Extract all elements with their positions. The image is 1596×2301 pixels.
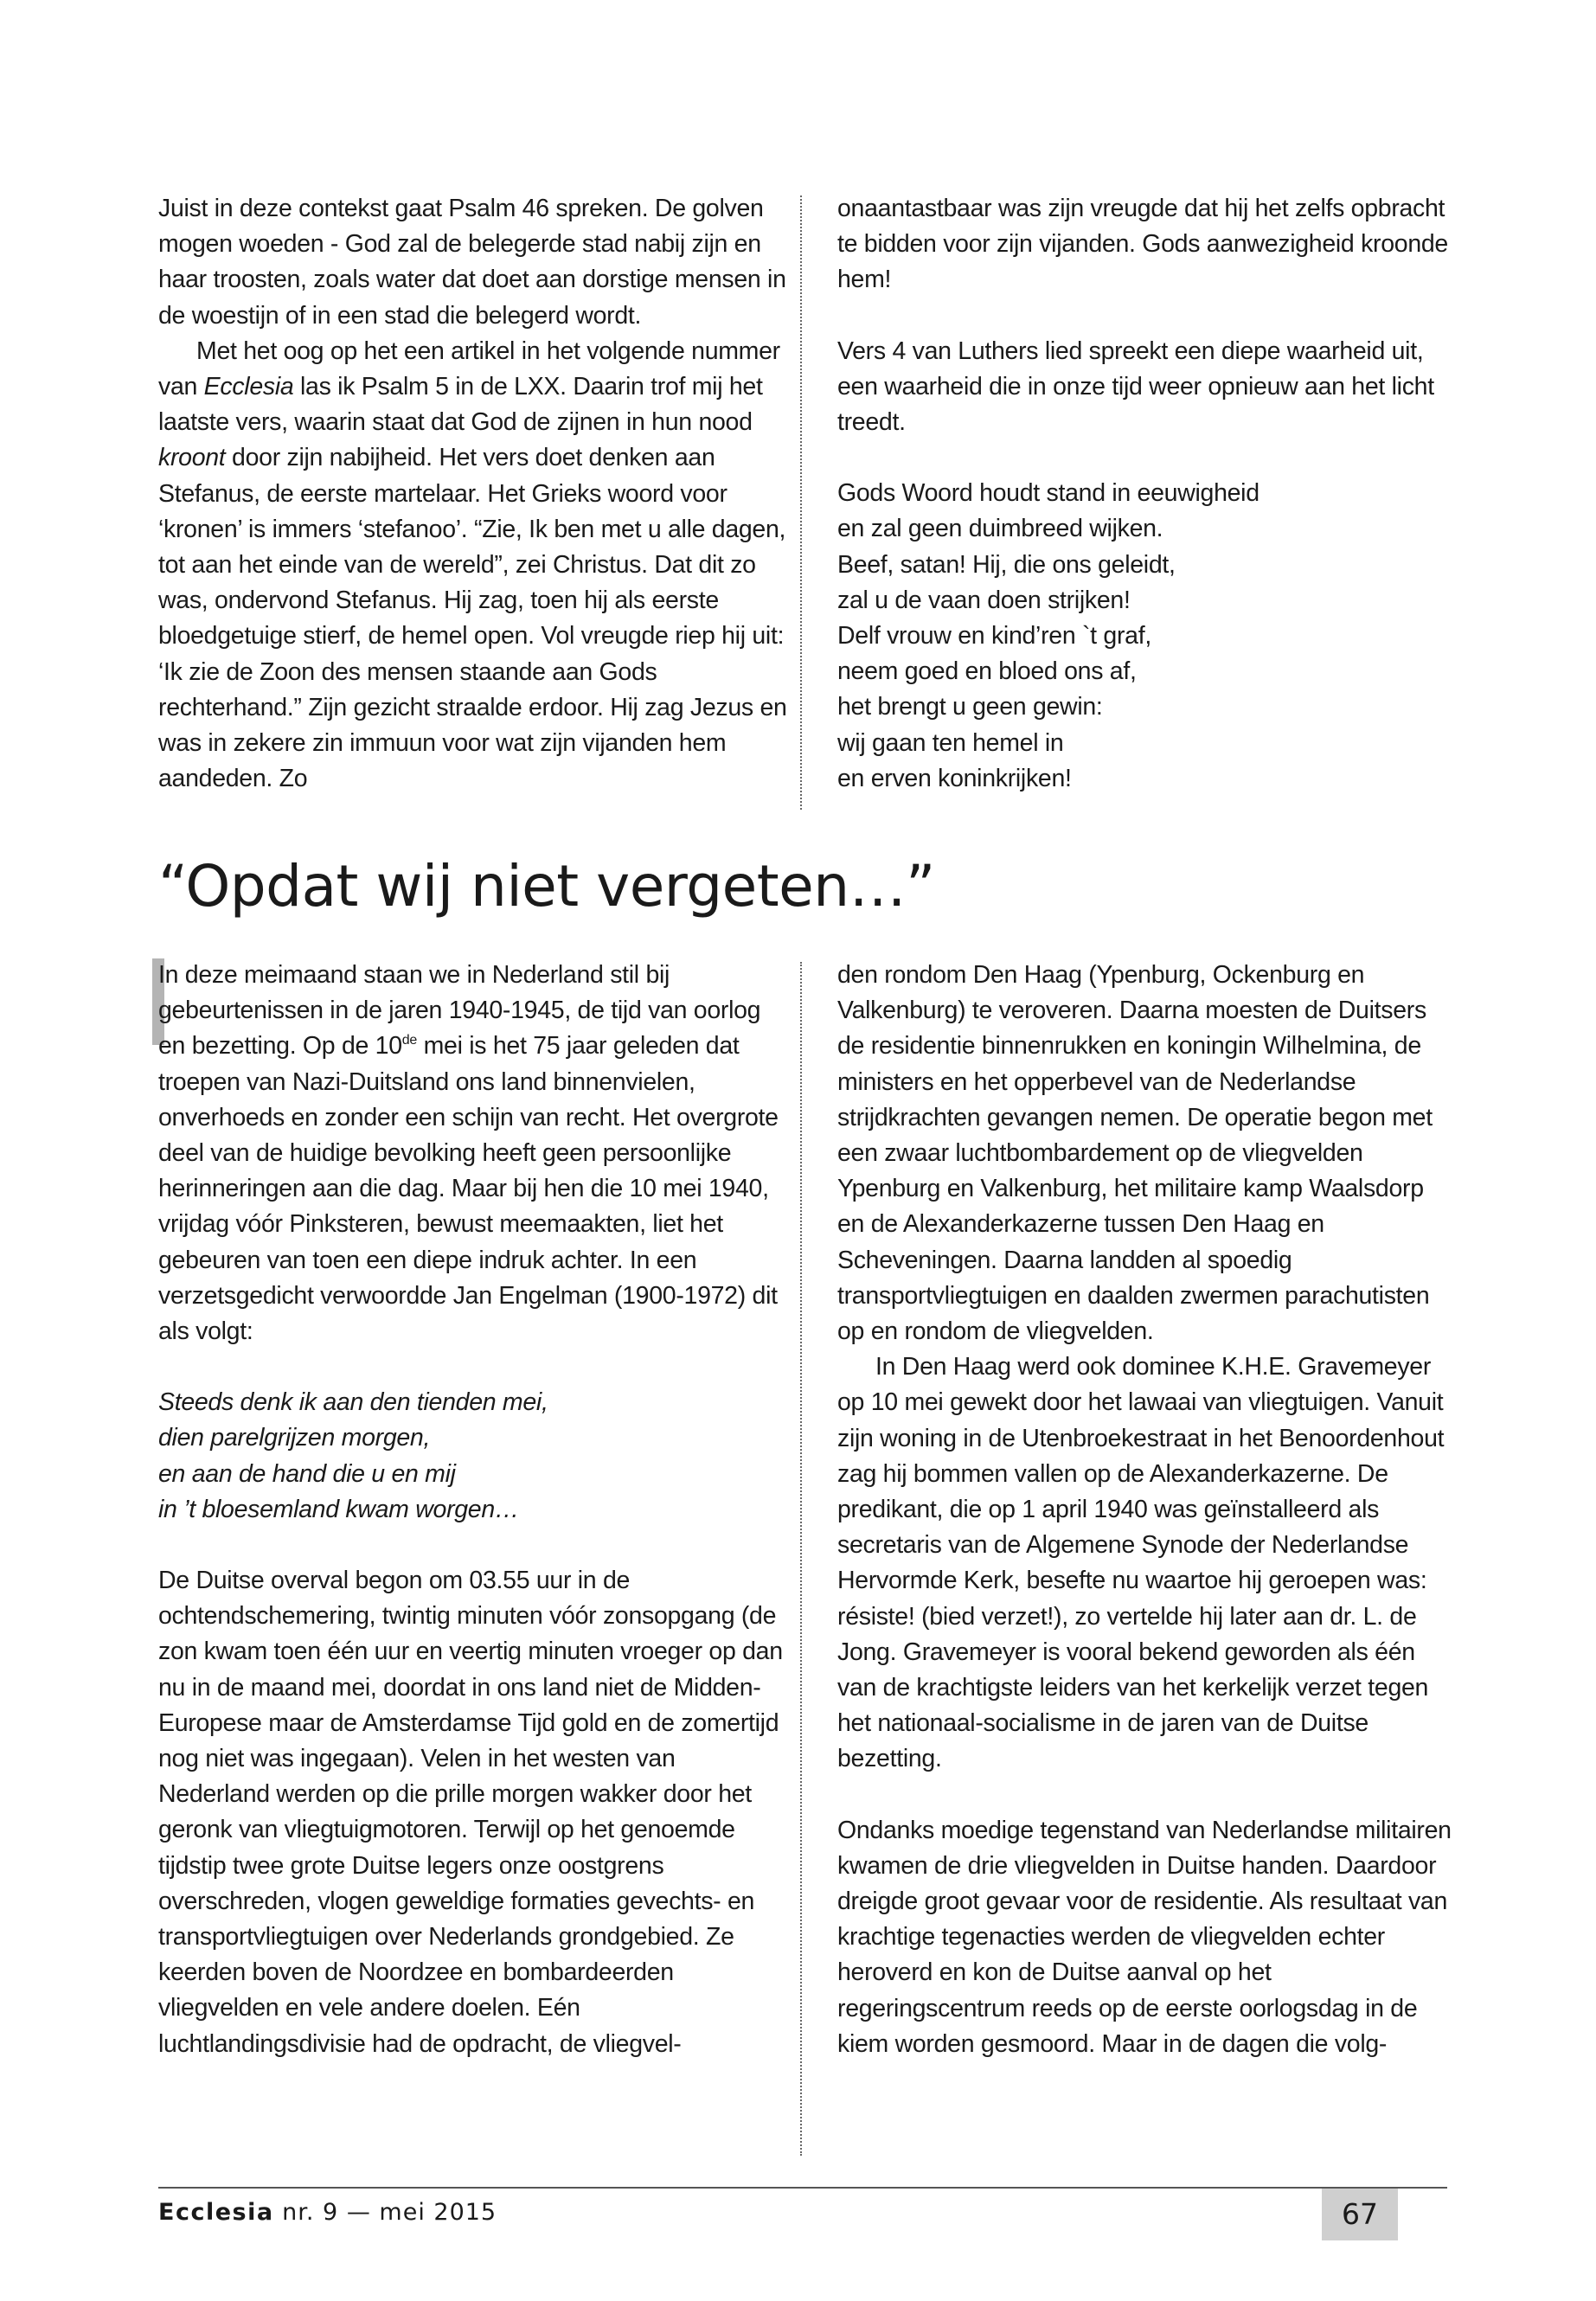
text-run: door zijn nabijheid. Het vers doet denken aan Stefanus, de eerste martelaar. Het Grieks woord voor ‘kronen’ is immers ‘stefanoo’. “Zie, Ik ben met u alle dagen, tot aan het einde van de wereld”, zei Christus. Dat dit zo was, ondervond Stefanus. Hij zag, toen hij als eerste bloedgetuige stierf, de hemel open. Vol vreugde riep hij uit: ‘Ik zie de Zoon des mensen staande aan Gods rechterhand.” Zijn gezicht straalde erdoor. Hij zag Jezus en was in zekere zin immuun voor wat zijn vijanden hem aandeden. Zo <box>158 444 787 793</box>
paragraph: Ondanks moedige tegenstand van Nederlandse militairen kwamen de drie vliegvelden in Duitse handen. Daardoor dreigde groot gevaar voor de residentie. Als resultaat van krachtige tegenacties werden de vliegvelden echter heroverd en kon de Duitse aanval op het regeringscentrum reeds op de eerste oorlogsdag in de kiem worden gesmoord. Maar in de dagen die volg- <box>837 1816 1452 2058</box>
paragraph: Vers 4 van Luthers lied spreekt een diepe waarheid uit, een waarheid die in onze tijd weer opnieuw aan het licht treedt. <box>837 336 1434 437</box>
paragraph: De Duitse overval begon om 03.55 uur in de ochtendschemering, twintig minuten vóór zonsopgang (de zon kwam toen één uur en veertig minuten vroeger op dan nu in de maand mei, doordat in ons land niet de Midden-Europese maar de Amsterdamse Tijd gold en de zomertijd nog niet was ingegaan). Velen in het westen van Nederland werden op die prille morgen wakker door het geronk van vliegtuigmotoren. Terwijl op het genoemde tijdstip twee grote Duitse legers onze oostgrens overschreden, vlogen geweldige formaties gevechts- en transportvliegtuigen over Nederlands grondgebied. Ze keerden boven de Noordzee en bombardeerden vliegvelden en vele andere doelen. Eén luchtlandingsdivisie had de opdracht, de vliegvel- <box>158 1567 783 2058</box>
text-run: mei is het 75 jaar geleden dat troepen van Nazi-Duitsland ons land binnenvielen, onverhoeds en zonder een schijn van recht. Het overgrote deel van de huidige bevolking heeft geen persoonlijke herinneringen aan die dag. Maar bij hen die 10 mei 1940, vrijdag vóór Pinksteren, bewust meemaakten, liet het gebeuren van toen een diepe indruk achter. In een verzetsgedicht verwoordde Jan Engelman (1900-1972) dit als volgt: <box>158 1032 779 1346</box>
paragraph: Juist in deze contekst gaat Psalm 46 spreken. De golven mogen woeden - God zal de belegerde stad nabij zijn en haar troosten, zoals water dat doet aan dorstige mensen in de woestijn of in een stad die belegerd wordt. <box>158 195 786 330</box>
top-left-column <box>158 191 787 797</box>
poem-line: en aan de hand die u en mij <box>158 1459 456 1488</box>
poem-line: Gods Woord houdt stand in eeuwigheid <box>837 479 1259 508</box>
footer-publication <box>158 2195 497 2230</box>
footer-rule <box>158 2187 1447 2189</box>
poem-line: zal u de vaan doen strijken! <box>837 586 1131 614</box>
poem-line: wij gaan ten hemel in <box>837 728 1064 757</box>
poem-line: Steeds denk ik aan den tienden mei, <box>158 1388 548 1417</box>
magazine-name: Ecclesia <box>203 373 294 401</box>
emphasis: kroont <box>158 444 226 472</box>
paragraph <box>158 334 787 798</box>
poem-line: en zal geen duimbreed wijken. <box>837 515 1163 543</box>
poem-line: en erven koninkrijken! <box>837 764 1072 792</box>
top-right-column <box>837 191 1457 797</box>
text-run: las ik Psalm 5 in de LXX. Daarin trof mij het laatste vers, waarin staat dat God de zijnen in hun nood <box>158 373 763 437</box>
luther-poem <box>837 476 1457 797</box>
bottom-right-column <box>837 958 1457 2062</box>
paragraph: den rondom Den Haag (Ypenburg, Ockenburg en Valkenburg) te veroveren. Daarna moesten de Duitsers de residentie binnenrukken en koningin Wilhelmina, de ministers en het opperbevel van de Nederlandse strijdkrachten gevangen nemen. De operatie begon met een zwaar luchtbombardement op de vliegvelden Ypenburg en Valkenburg, het militaire kamp Waalsdorp en de Alexanderkazerne tussen Den Haag en Scheveningen. Daarna landden al spoedig transportvliegtuigen en daalden zwermen parachutisten op en rondom de vliegvelden. <box>837 961 1433 1346</box>
column-divider <box>800 962 802 2156</box>
poem-line: Beef, satan! Hij, die ons geleidt, <box>837 550 1176 579</box>
text-run: Met het oog op het een artikel in het volgende nummer van <box>158 336 780 401</box>
poem-line: dien parelgrijzen morgen, <box>158 1424 431 1452</box>
paragraph: onaantastbaar was zijn vreugde dat hij het zelfs opbracht te bidden voor zijn vijanden. Gods aanwezigheid kroonde hem! <box>837 195 1448 294</box>
poem-line: neem goed en bloed ons af, <box>837 657 1137 686</box>
ordinal-suffix: de <box>401 1033 417 1048</box>
poem-line: Delf vrouw en kind’ren `t graf, <box>837 622 1151 651</box>
poem-line: in ’t bloesemland kwam worgen… <box>158 1495 520 1523</box>
column-divider <box>800 195 802 810</box>
bottom-left-column <box>158 958 787 2062</box>
page-number: 67 <box>1322 2189 1398 2240</box>
poem-line: het brengt u geen gewin: <box>837 693 1103 721</box>
engelman-poem <box>158 1385 787 1528</box>
paragraph <box>158 958 787 1349</box>
issue-info: nr. 9 — mei 2015 <box>273 2199 497 2226</box>
article-title: “Opdat wij niet vergeten…” <box>158 853 935 920</box>
paragraph: In Den Haag werd ook dominee K.H.E. Gravemeyer op 10 mei gewekt door het lawaai van vliegtuigen. Vanuit zijn woning in de Utenbroekestraat in het Benoordenhout zag hij bommen vallen op de Alexanderkazerne. De predikant, die op 1 april 1940 was geïnstalleerd als secretaris van de Algemene Synode der Nederlandse Hervormde Kerk, besefte nu waartoe hij geroepen was: résiste! (bied verzet!), zo vertelde hij later aan dr. L. de Jong. Gravemeyer is vooral bekend geworden als één van de krachtigste leiders van het kerkelijk verzet tegen het nationaal-socialisme in de jaren van de Duitse bezetting. <box>837 1353 1445 1773</box>
text-run: In deze meimaand staan we in Nederland stil bij gebeurtenissen in de jaren 1940-1945, de tijd van oorlog en bezetting. Op de 10 <box>158 961 761 1061</box>
magazine-name: Ecclesia <box>158 2199 274 2226</box>
